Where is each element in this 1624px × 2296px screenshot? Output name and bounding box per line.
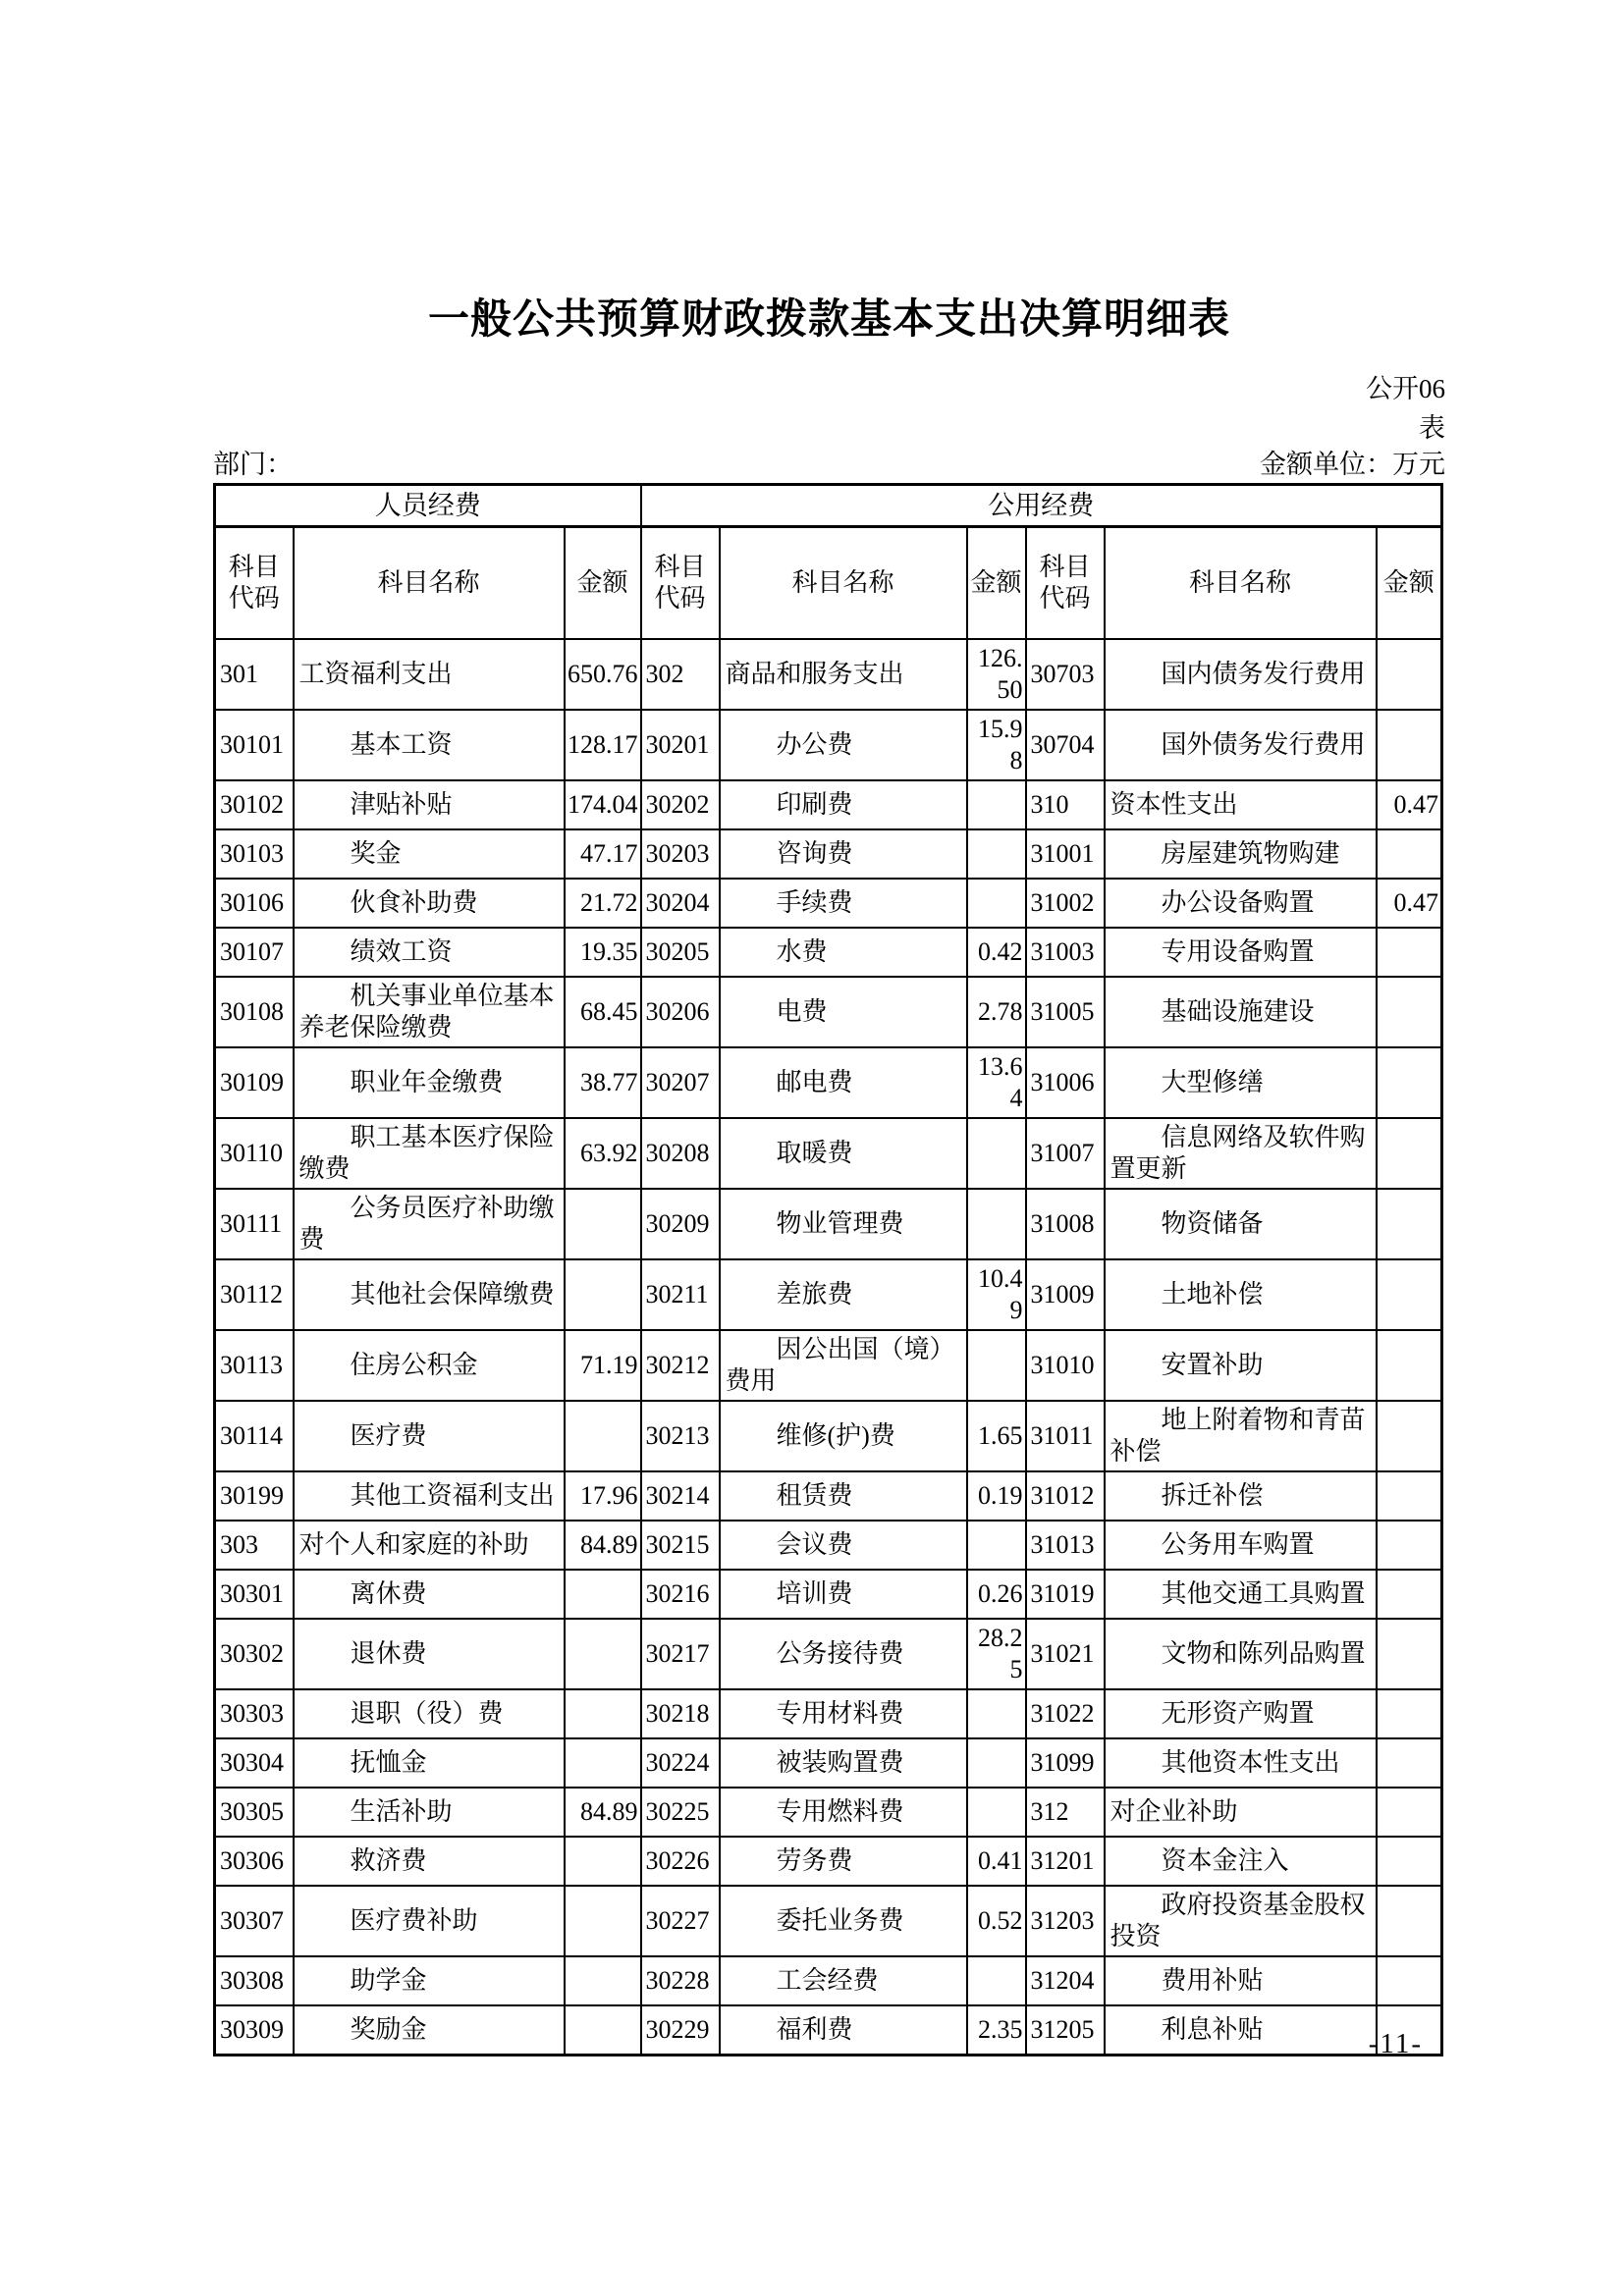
subject-code-cell: 30103 [215, 829, 294, 879]
subject-name-cell: 国内债务发行费用 [1105, 639, 1377, 710]
subject-code-cell: 31203 [1026, 1886, 1105, 1956]
amount-cell [1377, 1837, 1442, 1886]
table-row [215, 1689, 1442, 1738]
subject-code-cell: 31019 [1026, 1570, 1105, 1619]
table-row [215, 1521, 1442, 1570]
subject-code-cell: 30224 [641, 1738, 720, 1788]
subject-name-cell: 培训费 [720, 1570, 967, 1619]
subject-name-cell: 地上附着物和青苗补偿 [1105, 1401, 1377, 1471]
amount-cell [565, 1619, 641, 1689]
page-title: 一般公共预算财政拨款基本支出决算明细表 [427, 295, 1230, 342]
table-row [215, 1956, 1442, 2005]
column-header-name: 科目名称 [1105, 527, 1377, 640]
subject-code-cell: 30302 [215, 1619, 294, 1689]
table-row [215, 780, 1442, 829]
subject-name-cell: 商品和服务支出 [720, 639, 967, 710]
subject-name-cell: 奖金 [294, 829, 565, 879]
meta-row [213, 448, 1445, 481]
table-row [215, 1886, 1442, 1956]
subject-name-cell: 机关事业单位基本养老保险缴费 [294, 977, 565, 1047]
subject-code-cell: 30304 [215, 1738, 294, 1788]
column-header-code: 科目代码 [1026, 527, 1105, 640]
amount-cell: 0.52 [967, 1886, 1026, 1956]
amount-cell: 0.42 [967, 928, 1026, 977]
amount-cell: 28.25 [967, 1619, 1026, 1689]
table-row [215, 1330, 1442, 1401]
amount-cell [1377, 1330, 1442, 1401]
subject-code-cell: 30209 [641, 1189, 720, 1259]
group-header-personnel: 人员经费 [215, 485, 641, 527]
subject-name-cell: 基础设施建设 [1105, 977, 1377, 1047]
subject-name-cell: 奖励金 [294, 2005, 565, 2056]
amount-cell [967, 1521, 1026, 1570]
subject-name-cell: 咨询费 [720, 829, 967, 879]
subject-code-cell: 30111 [215, 1189, 294, 1259]
amount-cell: 126.50 [967, 639, 1026, 710]
table-row [215, 1788, 1442, 1837]
subject-name-cell: 会议费 [720, 1521, 967, 1570]
subject-name-cell: 资本金注入 [1105, 1837, 1377, 1886]
subject-code-cell: 30108 [215, 977, 294, 1047]
subject-code-cell: 30102 [215, 780, 294, 829]
subject-name-cell: 职业年金缴费 [294, 1047, 565, 1118]
subject-name-cell: 生活补助 [294, 1788, 565, 1837]
table-row [215, 1401, 1442, 1471]
table-row [215, 977, 1442, 1047]
amount-cell [1377, 1047, 1442, 1118]
subject-code-cell: 30202 [641, 780, 720, 829]
subject-name-cell: 租赁费 [720, 1471, 967, 1521]
amount-cell [1377, 829, 1442, 879]
amount-cell [967, 780, 1026, 829]
amount-cell: 0.26 [967, 1570, 1026, 1619]
subject-name-cell: 房屋建筑物购建 [1105, 829, 1377, 879]
subject-name-cell: 工会经费 [720, 1956, 967, 2005]
amount-cell [967, 1189, 1026, 1259]
amount-cell [1377, 1189, 1442, 1259]
subject-code-cell: 30228 [641, 1956, 720, 2005]
subject-code-cell: 31001 [1026, 829, 1105, 879]
subject-name-cell: 医疗费 [294, 1401, 565, 1471]
amount-cell: 13.64 [967, 1047, 1026, 1118]
amount-cell [565, 1570, 641, 1619]
subject-code-cell: 31011 [1026, 1401, 1105, 1471]
group-header-row [215, 485, 1442, 527]
subject-code-cell: 312 [1026, 1788, 1105, 1837]
subject-code-cell: 31009 [1026, 1259, 1105, 1330]
subject-name-cell: 公务用车购置 [1105, 1521, 1377, 1570]
subject-name-cell: 维修(护)费 [720, 1401, 967, 1471]
subject-name-cell: 国外债务发行费用 [1105, 710, 1377, 780]
amount-cell: 19.35 [565, 928, 641, 977]
amount-cell [1377, 1401, 1442, 1471]
subject-name-cell: 其他社会保障缴费 [294, 1259, 565, 1330]
amount-cell: 650.76 [565, 639, 641, 710]
table-row [215, 1259, 1442, 1330]
subject-code-cell: 30109 [215, 1047, 294, 1118]
amount-cell [1377, 1471, 1442, 1521]
subject-code-cell: 30226 [641, 1837, 720, 1886]
subject-code-cell: 30204 [641, 879, 720, 928]
form-code-line-1: 公开06 [1366, 374, 1445, 403]
subject-code-cell: 30227 [641, 1886, 720, 1956]
amount-cell [967, 1689, 1026, 1738]
amount-cell [967, 879, 1026, 928]
amount-cell [967, 1330, 1026, 1401]
subject-name-cell: 离休费 [294, 1570, 565, 1619]
subject-code-cell: 30213 [641, 1401, 720, 1471]
subject-name-cell: 其他工资福利支出 [294, 1471, 565, 1521]
subject-name-cell: 委托业务费 [720, 1886, 967, 1956]
subject-code-cell: 30216 [641, 1570, 720, 1619]
subject-code-cell: 30211 [641, 1259, 720, 1330]
subject-code-cell: 31008 [1026, 1189, 1105, 1259]
subject-code-cell: 31204 [1026, 1956, 1105, 2005]
subject-name-cell: 手续费 [720, 879, 967, 928]
subject-name-cell: 差旅费 [720, 1259, 967, 1330]
subject-name-cell: 政府投资基金股权投资 [1105, 1886, 1377, 1956]
amount-cell [1377, 928, 1442, 977]
amount-cell [565, 1738, 641, 1788]
amount-cell [565, 1886, 641, 1956]
subject-name-cell: 信息网络及软件购置更新 [1105, 1118, 1377, 1189]
amount-cell [967, 1118, 1026, 1189]
subject-name-cell: 物资储备 [1105, 1189, 1377, 1259]
group-header-public: 公用经费 [641, 485, 1442, 527]
subject-name-cell: 专用燃料费 [720, 1788, 967, 1837]
amount-cell: 174.04 [565, 780, 641, 829]
amount-cell [1377, 1886, 1442, 1956]
subject-name-cell: 安置补助 [1105, 1330, 1377, 1401]
subject-code-cell: 30704 [1026, 710, 1105, 780]
subject-code-cell: 30212 [641, 1330, 720, 1401]
subject-code-cell: 30309 [215, 2005, 294, 2056]
subject-name-cell: 资本性支出 [1105, 780, 1377, 829]
amount-cell: 128.17 [565, 710, 641, 780]
subject-code-cell: 31002 [1026, 879, 1105, 928]
amount-cell [967, 1788, 1026, 1837]
subject-code-cell: 30208 [641, 1118, 720, 1189]
subject-name-cell: 其他交通工具购置 [1105, 1570, 1377, 1619]
subject-code-cell: 31006 [1026, 1047, 1105, 1118]
subject-code-cell: 30205 [641, 928, 720, 977]
subject-code-cell: 30215 [641, 1521, 720, 1570]
amount-cell [565, 1189, 641, 1259]
amount-cell [967, 1738, 1026, 1788]
subject-name-cell: 退休费 [294, 1619, 565, 1689]
amount-cell [1377, 1956, 1442, 2005]
amount-cell [1377, 710, 1442, 780]
subject-code-cell: 30113 [215, 1330, 294, 1401]
subject-code-cell: 31013 [1026, 1521, 1105, 1570]
subject-code-cell: 31012 [1026, 1471, 1105, 1521]
amount-cell: 17.96 [565, 1471, 641, 1521]
amount-cell: 2.35 [967, 2005, 1026, 2056]
subject-name-cell: 电费 [720, 977, 967, 1047]
amount-cell [1377, 1788, 1442, 1837]
table-row [215, 1570, 1442, 1619]
table-row [215, 879, 1442, 928]
subject-name-cell: 公务员医疗补助缴费 [294, 1189, 565, 1259]
subject-name-cell: 被装购置费 [720, 1738, 967, 1788]
subject-code-cell: 30703 [1026, 639, 1105, 710]
subject-name-cell: 其他资本性支出 [1105, 1738, 1377, 1788]
amount-cell: 68.45 [565, 977, 641, 1047]
amount-cell [1377, 1570, 1442, 1619]
amount-cell: 0.47 [1377, 780, 1442, 829]
column-header-amount: 金额 [967, 527, 1026, 640]
subject-name-cell: 对企业补助 [1105, 1788, 1377, 1837]
subject-name-cell: 基本工资 [294, 710, 565, 780]
amount-cell: 38.77 [565, 1047, 641, 1118]
page-number: -11- [1368, 2028, 1423, 2059]
subject-code-cell: 30303 [215, 1689, 294, 1738]
amount-cell [967, 829, 1026, 879]
table-row [215, 1471, 1442, 1521]
table-row [215, 710, 1442, 780]
subject-code-cell: 31201 [1026, 1837, 1105, 1886]
subject-code-cell: 30308 [215, 1956, 294, 2005]
table-row [215, 1738, 1442, 1788]
subject-name-cell: 邮电费 [720, 1047, 967, 1118]
subject-name-cell: 公务接待费 [720, 1619, 967, 1689]
subject-name-cell: 无形资产购置 [1105, 1689, 1377, 1738]
subject-code-cell: 31003 [1026, 928, 1105, 977]
amount-cell [1377, 639, 1442, 710]
department-label: 部门： [213, 450, 293, 479]
amount-cell [1377, 977, 1442, 1047]
subject-name-cell: 伙食补助费 [294, 879, 565, 928]
subject-name-cell: 专用设备购置 [1105, 928, 1377, 977]
subject-code-cell: 30107 [215, 928, 294, 977]
table-row [215, 1047, 1442, 1118]
table-row [215, 928, 1442, 977]
amount-cell: 63.92 [565, 1118, 641, 1189]
subject-code-cell: 30218 [641, 1689, 720, 1738]
amount-cell [1377, 1619, 1442, 1689]
subject-code-cell: 30101 [215, 710, 294, 780]
form-code-line-2: 表 [1419, 413, 1445, 443]
amount-cell: 15.98 [967, 710, 1026, 780]
amount-cell [565, 1259, 641, 1330]
subject-code-cell: 30229 [641, 2005, 720, 2056]
subject-code-cell: 30305 [215, 1788, 294, 1837]
amount-cell [565, 1689, 641, 1738]
subject-name-cell: 利息补贴 [1105, 2005, 1377, 2056]
amount-cell [1377, 1521, 1442, 1570]
amount-cell: 0.41 [967, 1837, 1026, 1886]
amount-cell [1377, 1259, 1442, 1330]
column-header-row [215, 527, 1442, 640]
amount-cell [565, 1401, 641, 1471]
column-header-name: 科目名称 [720, 527, 967, 640]
table-row [215, 1837, 1442, 1886]
subject-name-cell: 职工基本医疗保险缴费 [294, 1118, 565, 1189]
subject-code-cell: 310 [1026, 780, 1105, 829]
amount-cell: 0.19 [967, 1471, 1026, 1521]
subject-name-cell: 拆迁补偿 [1105, 1471, 1377, 1521]
subject-code-cell: 30114 [215, 1401, 294, 1471]
amount-cell: 47.17 [565, 829, 641, 879]
amount-cell [565, 2005, 641, 2056]
subject-name-cell: 医疗费补助 [294, 1886, 565, 1956]
subject-name-cell: 工资福利支出 [294, 639, 565, 710]
column-header-code: 科目代码 [215, 527, 294, 640]
amount-cell [1377, 1689, 1442, 1738]
subject-code-cell: 30214 [641, 1471, 720, 1521]
table-row [215, 2005, 1442, 2056]
subject-name-cell: 专用材料费 [720, 1689, 967, 1738]
amount-cell: 2.78 [967, 977, 1026, 1047]
subject-name-cell: 住房公积金 [294, 1330, 565, 1401]
subject-code-cell: 302 [641, 639, 720, 710]
amount-cell: 21.72 [565, 879, 641, 928]
subject-code-cell: 303 [215, 1521, 294, 1570]
subject-name-cell: 退职（役）费 [294, 1689, 565, 1738]
subject-name-cell: 土地补偿 [1105, 1259, 1377, 1330]
subject-code-cell: 30225 [641, 1788, 720, 1837]
subject-name-cell: 办公设备购置 [1105, 879, 1377, 928]
amount-cell [1377, 1118, 1442, 1189]
amount-cell: 84.89 [565, 1788, 641, 1837]
subject-name-cell: 因公出国（境）费用 [720, 1330, 967, 1401]
amount-cell: 84.89 [565, 1521, 641, 1570]
subject-code-cell: 30199 [215, 1471, 294, 1521]
subject-name-cell: 取暖费 [720, 1118, 967, 1189]
amount-cell: 1.65 [967, 1401, 1026, 1471]
subject-name-cell: 助学金 [294, 1956, 565, 2005]
subject-name-cell: 津贴补贴 [294, 780, 565, 829]
amount-cell [967, 1956, 1026, 2005]
subject-name-cell: 印刷费 [720, 780, 967, 829]
subject-code-cell: 31010 [1026, 1330, 1105, 1401]
subject-name-cell: 对个人和家庭的补助 [294, 1521, 565, 1570]
column-header-name: 科目名称 [294, 527, 565, 640]
table-row [215, 1118, 1442, 1189]
subject-name-cell: 抚恤金 [294, 1738, 565, 1788]
amount-cell [565, 1837, 641, 1886]
table-row [215, 639, 1442, 710]
subject-name-cell: 办公费 [720, 710, 967, 780]
subject-name-cell: 大型修缮 [1105, 1047, 1377, 1118]
table-row [215, 1619, 1442, 1689]
subject-code-cell: 30201 [641, 710, 720, 780]
amount-cell: 10.49 [967, 1259, 1026, 1330]
subject-code-cell: 30106 [215, 879, 294, 928]
column-header-amount: 金额 [565, 527, 641, 640]
expense-table [213, 483, 1443, 2056]
column-header-code: 科目代码 [641, 527, 720, 640]
subject-name-cell: 费用补贴 [1105, 1956, 1377, 2005]
amount-cell [1377, 1738, 1442, 1788]
subject-code-cell: 30110 [215, 1118, 294, 1189]
table-row [215, 829, 1442, 879]
subject-name-cell: 劳务费 [720, 1837, 967, 1886]
form-code [213, 369, 1445, 448]
subject-code-cell: 31022 [1026, 1689, 1105, 1738]
subject-code-cell: 30206 [641, 977, 720, 1047]
table-row [215, 1189, 1442, 1259]
unit-label: 金额单位：万元 [1260, 450, 1445, 479]
subject-code-cell: 31021 [1026, 1619, 1105, 1689]
amount-cell: 0.47 [1377, 879, 1442, 928]
amount-cell: 71.19 [565, 1330, 641, 1401]
subject-code-cell: 30207 [641, 1047, 720, 1118]
subject-code-cell: 301 [215, 639, 294, 710]
subject-code-cell: 31099 [1026, 1738, 1105, 1788]
subject-code-cell: 30217 [641, 1619, 720, 1689]
subject-code-cell: 30112 [215, 1259, 294, 1330]
subject-name-cell: 水费 [720, 928, 967, 977]
subject-name-cell: 物业管理费 [720, 1189, 967, 1259]
amount-cell [565, 1956, 641, 2005]
subject-code-cell: 30301 [215, 1570, 294, 1619]
subject-name-cell: 救济费 [294, 1837, 565, 1886]
subject-name-cell: 文物和陈列品购置 [1105, 1619, 1377, 1689]
subject-code-cell: 30307 [215, 1886, 294, 1956]
subject-code-cell: 30203 [641, 829, 720, 879]
subject-name-cell: 福利费 [720, 2005, 967, 2056]
subject-code-cell: 31007 [1026, 1118, 1105, 1189]
subject-code-cell: 30306 [215, 1837, 294, 1886]
subject-code-cell: 31005 [1026, 977, 1105, 1047]
column-header-amount: 金额 [1377, 527, 1442, 640]
subject-code-cell: 31205 [1026, 2005, 1105, 2056]
subject-name-cell: 绩效工资 [294, 928, 565, 977]
